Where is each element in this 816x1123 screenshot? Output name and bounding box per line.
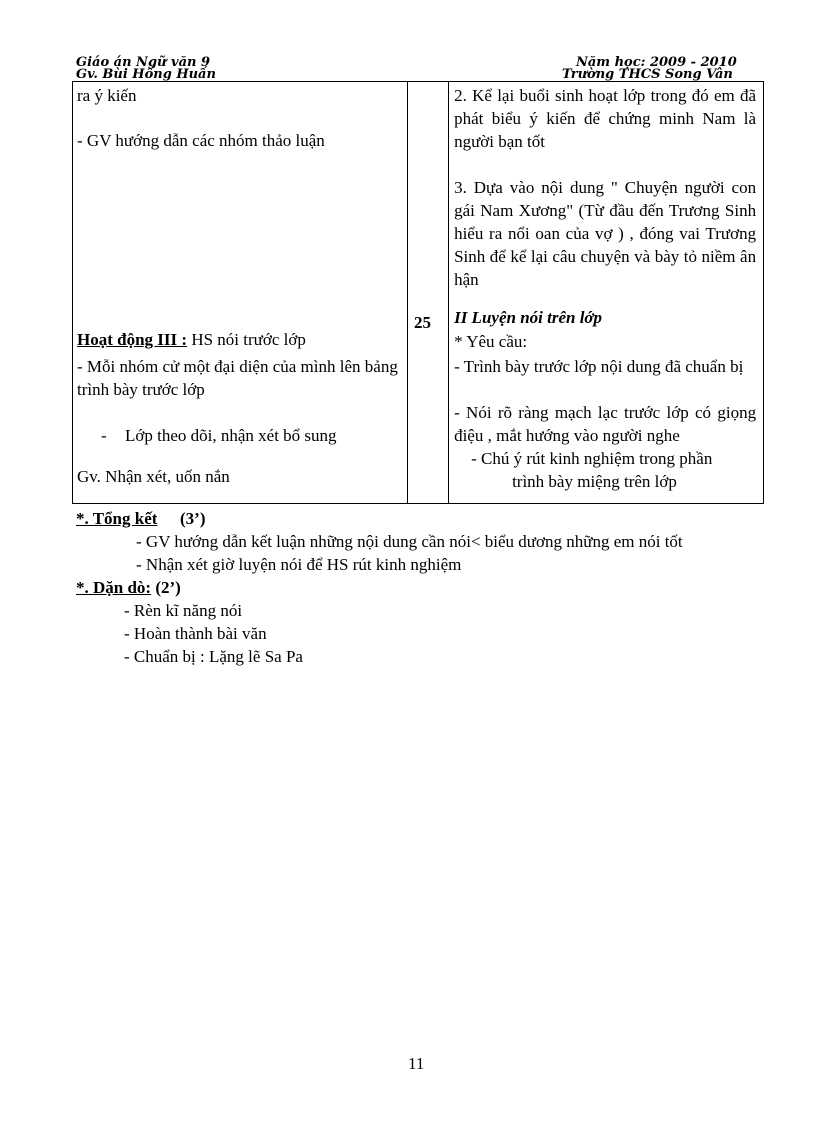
activity-label: Hoạt động III : xyxy=(77,330,188,349)
header-teacher: Gv. Bùi Hồng Huấn xyxy=(76,67,216,82)
summary-title-text: *. Tổng kết xyxy=(76,509,158,528)
summary-time: (3’) xyxy=(180,509,206,528)
task-2: 2. Kể lại buổi sinh hoạt lớp trong đó em đã phát biểu ý kiến để chứng minh Nam là người bạn tốt xyxy=(454,86,757,151)
left-line-1: ra ý kiến xyxy=(77,86,137,105)
left-line-2: - GV hướng dẫn các nhóm thảo luận xyxy=(77,131,325,150)
time-value: 25 xyxy=(413,313,431,332)
homework-time: (2’) xyxy=(151,578,181,597)
page-number: 11 xyxy=(408,1054,425,1073)
table-row xyxy=(73,82,764,504)
activity-text: HS nói trước lớp xyxy=(187,330,306,349)
header-school-year: Năm học: 2009 - 2010 xyxy=(576,55,737,70)
activity-cell xyxy=(73,82,408,504)
requirement-1: - Trình bày trước lớp nội dung đã chuẩn bị xyxy=(454,357,744,376)
homework-title: *. Dặn dò: xyxy=(76,578,152,597)
time-cell xyxy=(407,82,448,504)
homework-item: - Rèn kĩ năng nói xyxy=(124,601,243,620)
lesson-table xyxy=(72,81,764,504)
left-line-4: Lớp theo dõi, nhận xét bổ sung xyxy=(125,426,337,445)
left-line-5: Gv. Nhận xét, uốn nắn xyxy=(77,467,230,486)
requirement-2: - Nói rõ ràng mạch lạc trước lớp có giọng điệu , mắt hướng vào người nghe xyxy=(454,403,757,445)
header-school: Trường THCS Song Vân xyxy=(562,67,733,82)
requirements-title: * Yêu cầu: xyxy=(454,332,528,351)
activity-heading xyxy=(77,328,399,351)
summary-item: - Nhận xét giờ luyện nói để HS rút kinh nghiệm xyxy=(136,555,462,574)
summary-title xyxy=(76,507,157,530)
task-3: 3. Dựa vào nội dung " Chuyện người con gái Nam Xương" (Từ đầu đến Trương Sinh hiểu ra nổi oan của vợ ) , đóng vai Trương Sinh để kể lại câu chuyện và bày tỏ niềm ân hận xyxy=(454,178,757,289)
homework-item: - Hoàn thành bài văn xyxy=(124,624,267,643)
left-line-3: - Mỗi nhóm cử một đại diện của mình lên bảng trình bày trước lớp xyxy=(77,357,398,399)
summary-item: - GV hướng dẫn kết luận những nội dung cần nói< biểu dương những em nói tốt xyxy=(136,532,683,551)
requirement-3a: - Chú ý rút kinh nghiệm trong phần xyxy=(471,449,713,468)
left-bullet: - xyxy=(101,426,107,445)
section-title: II Luyện nói trên lớp xyxy=(454,308,603,327)
homework-item: - Chuẩn bị : Lặng lẽ Sa Pa xyxy=(124,647,303,666)
homework-heading xyxy=(76,576,181,599)
header-subject: Giáo án Ngữ văn 9 xyxy=(76,55,211,70)
requirement-3b: trình bày miệng trên lớp xyxy=(512,472,677,491)
content-cell xyxy=(449,82,764,504)
